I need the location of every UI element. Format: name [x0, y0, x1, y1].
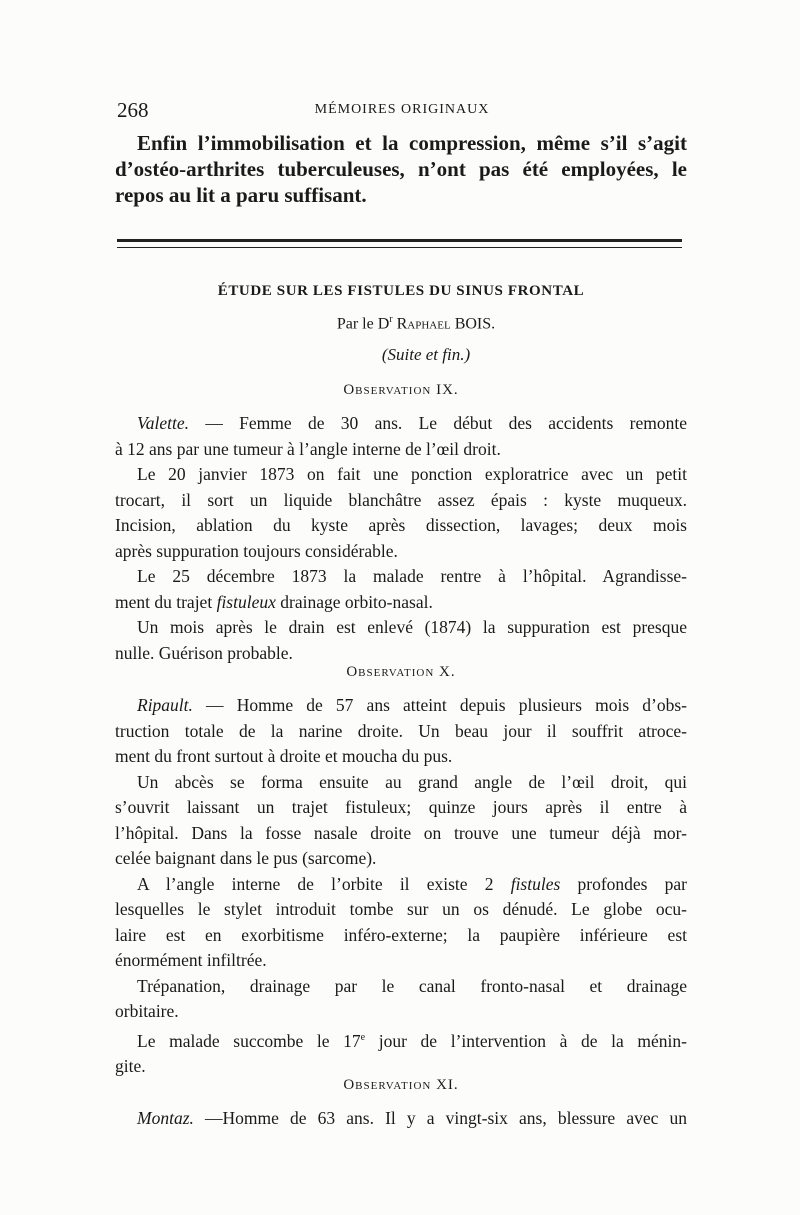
- observation-heading: Observation XI.: [343, 1077, 459, 1093]
- patient-name: Valette.: [137, 413, 189, 433]
- text-line: Valette. — Femme de 30 ans. Le début des accidents remonte: [137, 413, 687, 433]
- text-line: ment du trajet fistuleux drainage orbito-nasal.: [115, 591, 433, 612]
- text-line: gite.: [115, 1055, 146, 1076]
- text-line: Le 20 janvier 1873 on fait une ponction exploratrice avec un petit: [137, 464, 687, 484]
- text-line: Le malade succombe le 17e jour de l’intervention à de la ménin-: [137, 1030, 687, 1051]
- article-title: ÉTUDE SUR LES FISTULES DU SINUS FRONTAL: [217, 283, 585, 299]
- byline-prefix: Par le D: [336, 315, 390, 333]
- text-line: d’ostéo-arthrites tuberculeuses, n’ont pas été employées, le: [115, 157, 687, 181]
- text-line: celée baignant dans le pus (sarcome).: [115, 848, 377, 868]
- patient-name: Montaz.: [137, 1108, 194, 1128]
- text-line: ment du front surtout à droite et moucha du pus.: [115, 746, 453, 766]
- running-head: MÉMOIRES ORIGINAUX: [314, 102, 490, 117]
- text-line: repos au lit a paru suffisant.: [115, 183, 367, 207]
- byline-author: Raphael: [396, 315, 451, 333]
- text-line: Montaz. —Homme de 63 ans. Il y a vingt-six ans, blessure avec un: [137, 1108, 687, 1128]
- article-byline: [115, 314, 687, 333]
- text-line: laire est en exorbitisme inféro-externe; la paupière inférieure est: [115, 924, 687, 945]
- text-line: Incision, ablation du kyste après dissection, lavages; deux mois: [115, 515, 687, 535]
- text-line: lesquelles le stylet introduit tombe sur un os dénudé. Le globe ocu-: [115, 899, 687, 919]
- text-line: orbitaire.: [115, 1001, 179, 1021]
- byline-surname: BOIS.: [454, 315, 496, 333]
- article-subtitle: (Suite et fin.): [381, 345, 471, 364]
- text-line: Enfin l’immobilisation et la compression, même s’il s’agit: [137, 131, 687, 155]
- text-line: après suppuration toujours considérable.: [115, 540, 398, 561]
- text-line: à 12 ans par une tumeur à l’angle interne de l’œil droit.: [115, 438, 501, 459]
- text-line: énormément infiltrée.: [115, 950, 267, 970]
- text-line: trocart, il sort un liquide blanchâtre assez épais : kyste muqueux.: [115, 489, 687, 510]
- text-line: s’ouvrit laissant un trajet fistuleux; quinze jours après il entre à: [115, 797, 687, 817]
- text-line: Le 25 décembre 1873 la malade rentre à l’hôpital. Agrandisse-: [137, 566, 687, 586]
- text-line: A l’angle interne de l’orbite il existe 2 fistules profondes par: [137, 873, 688, 894]
- section-rule-thick: [117, 239, 682, 242]
- text-line: truction totale de la narine droite. Un beau jour il souffrit atroce-: [115, 720, 687, 741]
- text-line: nulle. Guérison probable.: [115, 642, 293, 663]
- text-line: l’hôpital. Dans la fosse nasale droite on trouve une tumeur déjà mor-: [115, 822, 687, 843]
- text-line: Un abcès se forma ensuite au grand angle de l’œil droit, qui: [137, 771, 687, 792]
- observation-10-text: [115, 693, 687, 1079]
- text-line: Trépanation, drainage par le canal fronto-nasal et drainage: [137, 975, 687, 996]
- byline-superscript: r: [389, 314, 393, 325]
- page-number: 268: [117, 98, 149, 122]
- section-rule-thin: [117, 247, 682, 248]
- observation-9-text: [115, 411, 687, 666]
- text-line: Un mois après le drain est enlevé (1874) la suppuration est presque: [137, 617, 687, 637]
- page-header: [117, 98, 687, 122]
- observation-11-text: [115, 1106, 687, 1132]
- observation-heading: Observation X.: [346, 664, 456, 680]
- intro-paragraph: [115, 130, 687, 208]
- observation-heading: Observation IX.: [343, 382, 459, 398]
- patient-name: Ripault.: [137, 695, 193, 715]
- text-line: Ripault. — Homme de 57 ans atteint depuis plusieurs mois d’obs-: [137, 695, 687, 715]
